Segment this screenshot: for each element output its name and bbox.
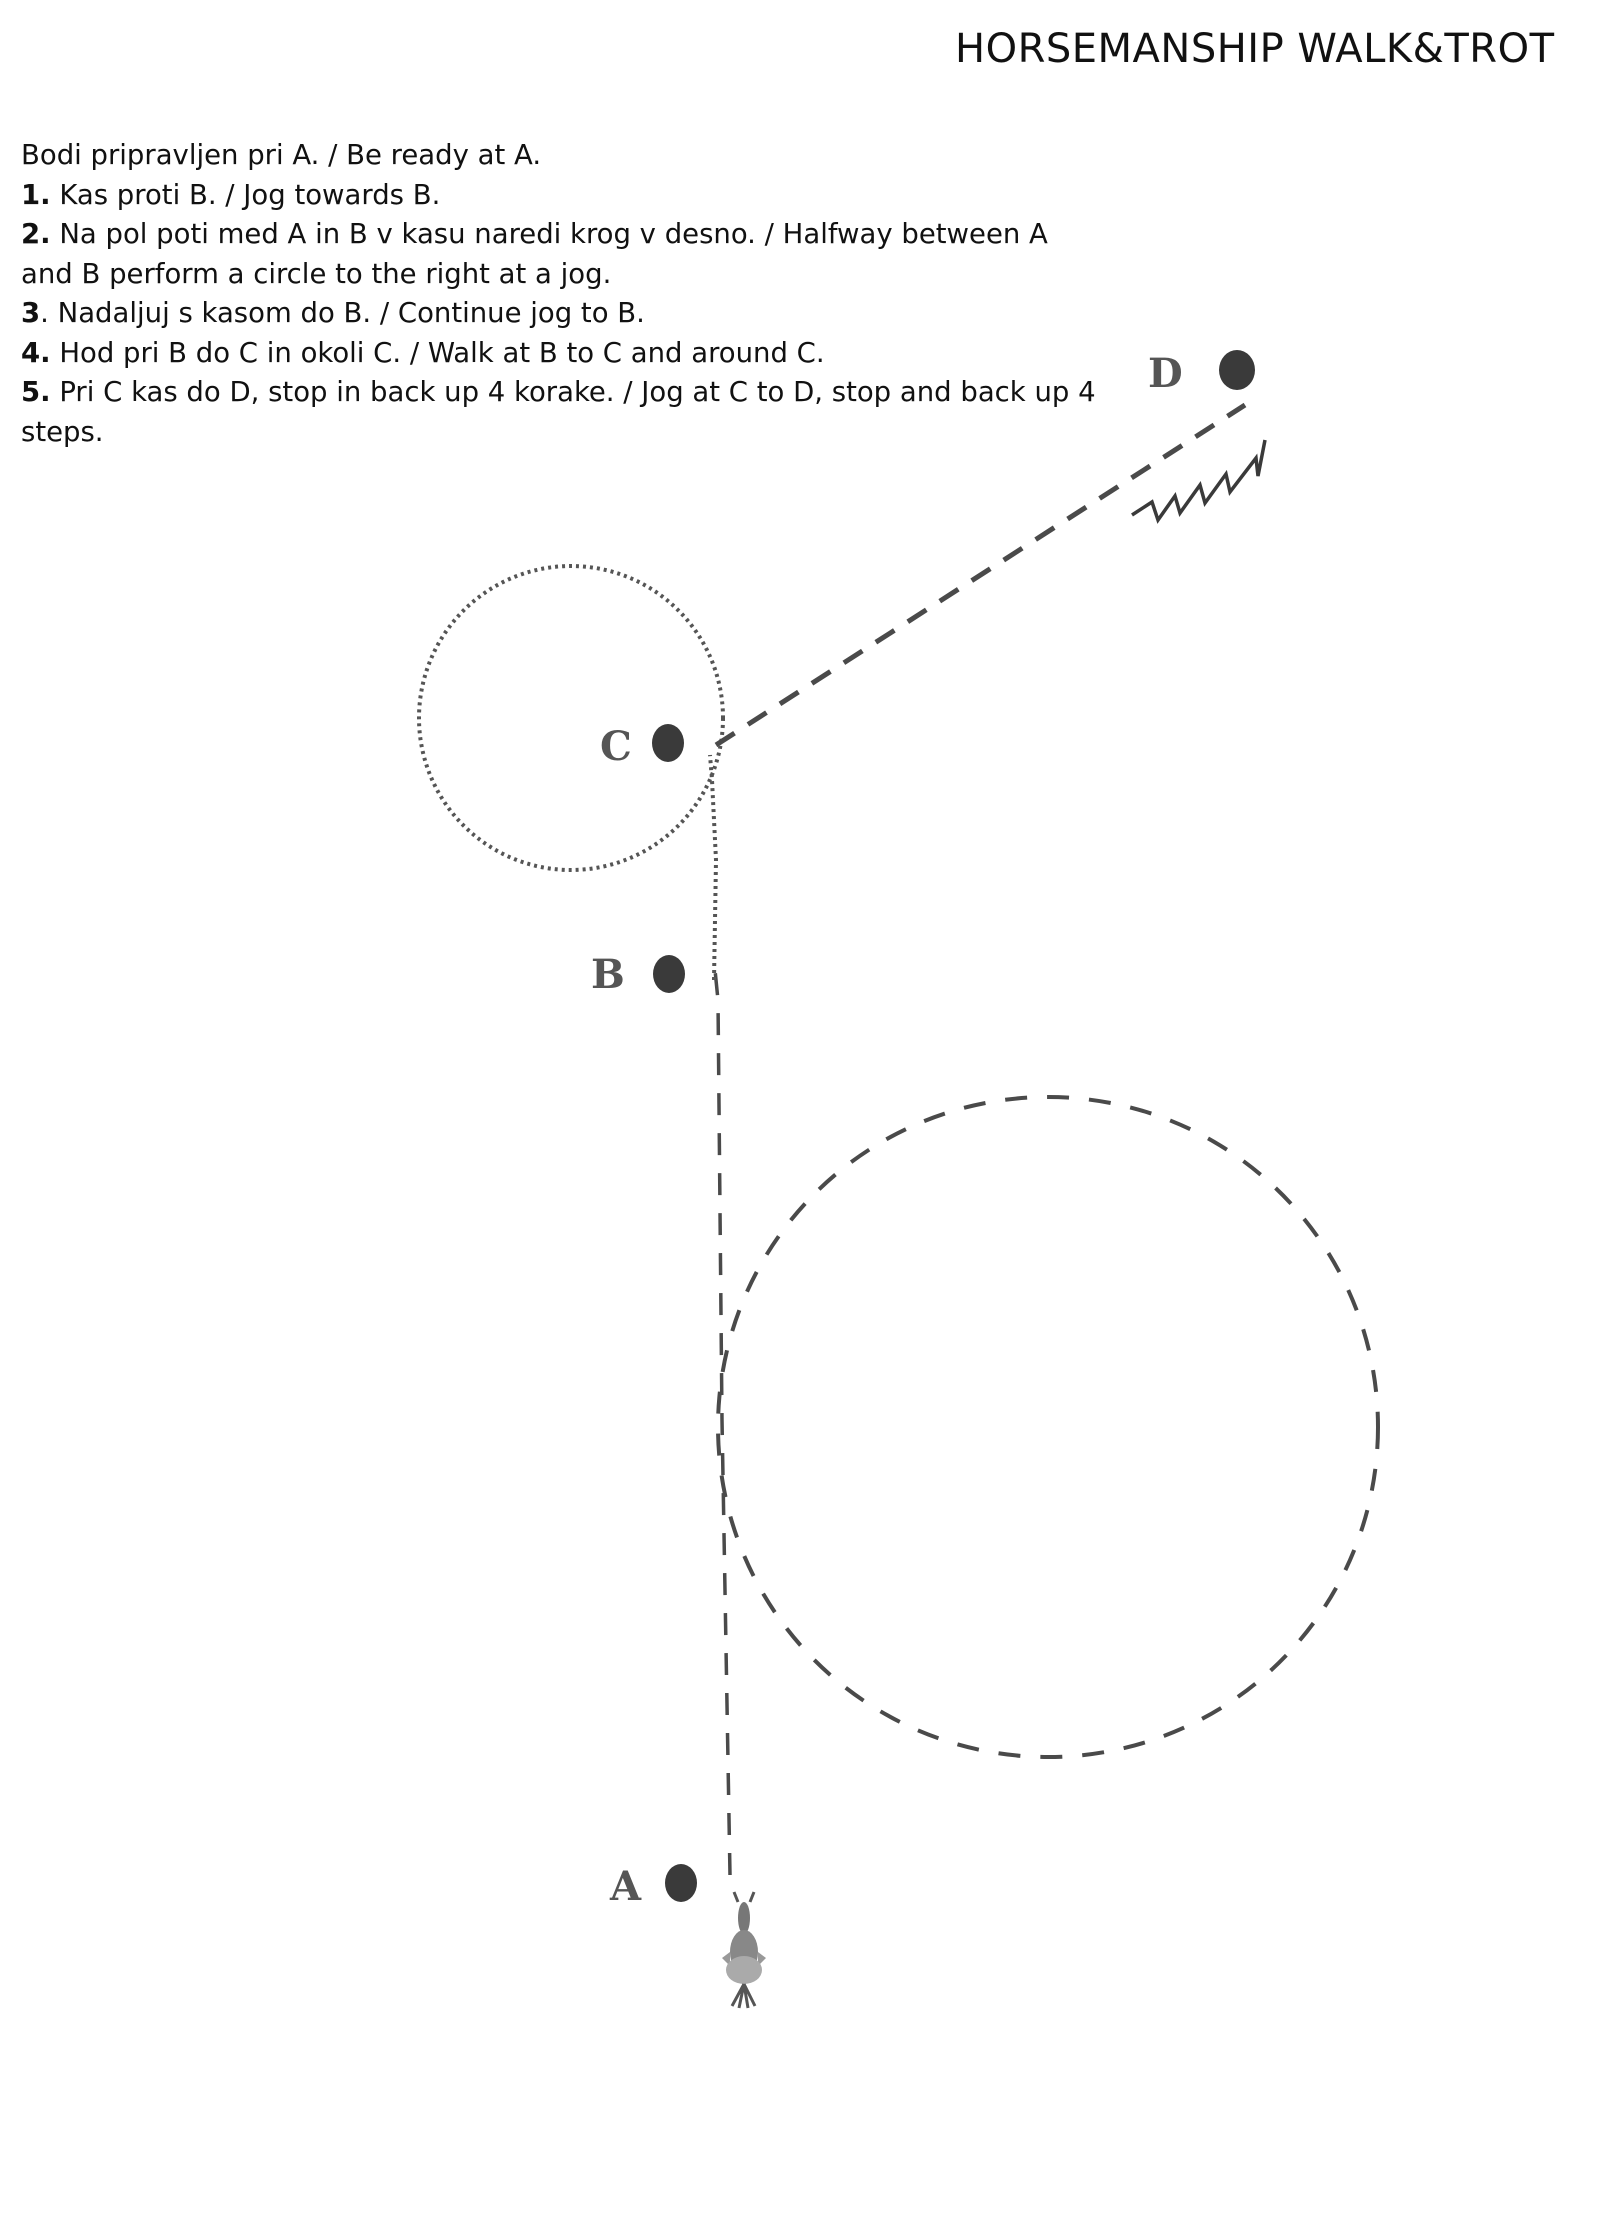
step-number: 5. <box>21 376 51 408</box>
jog-circle-right <box>718 1097 1378 1757</box>
horse-icon <box>722 1892 766 2008</box>
marker-c-label: C <box>600 723 632 770</box>
step-number: 2. <box>21 218 51 250</box>
pattern-title: HORSEMANSHIP WALK&TROT <box>955 26 1555 72</box>
instruction-intro: Bodi pripravljen pri A. / Be ready at A. <box>21 139 542 171</box>
marker-c-cone <box>652 724 684 762</box>
step-text: Na pol poti med A in B v kasu naredi krog v desno. / Halfway between A and B perform a circle to the right at a jog. <box>21 218 1048 290</box>
path-a-to-b <box>714 960 730 1875</box>
step-text: . Nadaljuj s kasom do B. / Continue jog to B. <box>40 297 645 329</box>
backup-zigzag <box>1132 440 1265 520</box>
step-number: 4. <box>21 336 51 369</box>
marker-d-cone <box>1219 350 1255 390</box>
step-number: 1. <box>21 178 51 211</box>
step-number: 3 <box>21 297 41 329</box>
step-text: Kas proti B. / Jog towards B. <box>50 178 441 211</box>
marker-a-cone <box>665 1864 697 1902</box>
walk-path-b-to-c <box>710 755 716 980</box>
marker-b-label: B <box>591 951 625 998</box>
marker-b-cone <box>653 955 685 993</box>
step-text: Hod pri B do C in okoli C. / Walk at B to C and around C. <box>50 336 825 369</box>
step-text: Pri C kas do D, stop in back up 4 korake. / Jog at C to D, stop and back up 4 steps. <box>21 376 1096 448</box>
walk-circle-around-c <box>419 566 723 870</box>
marker-a-label: A <box>610 1863 642 1910</box>
marker-d-label: D <box>1148 350 1183 397</box>
jog-path-c-to-d <box>716 405 1245 745</box>
